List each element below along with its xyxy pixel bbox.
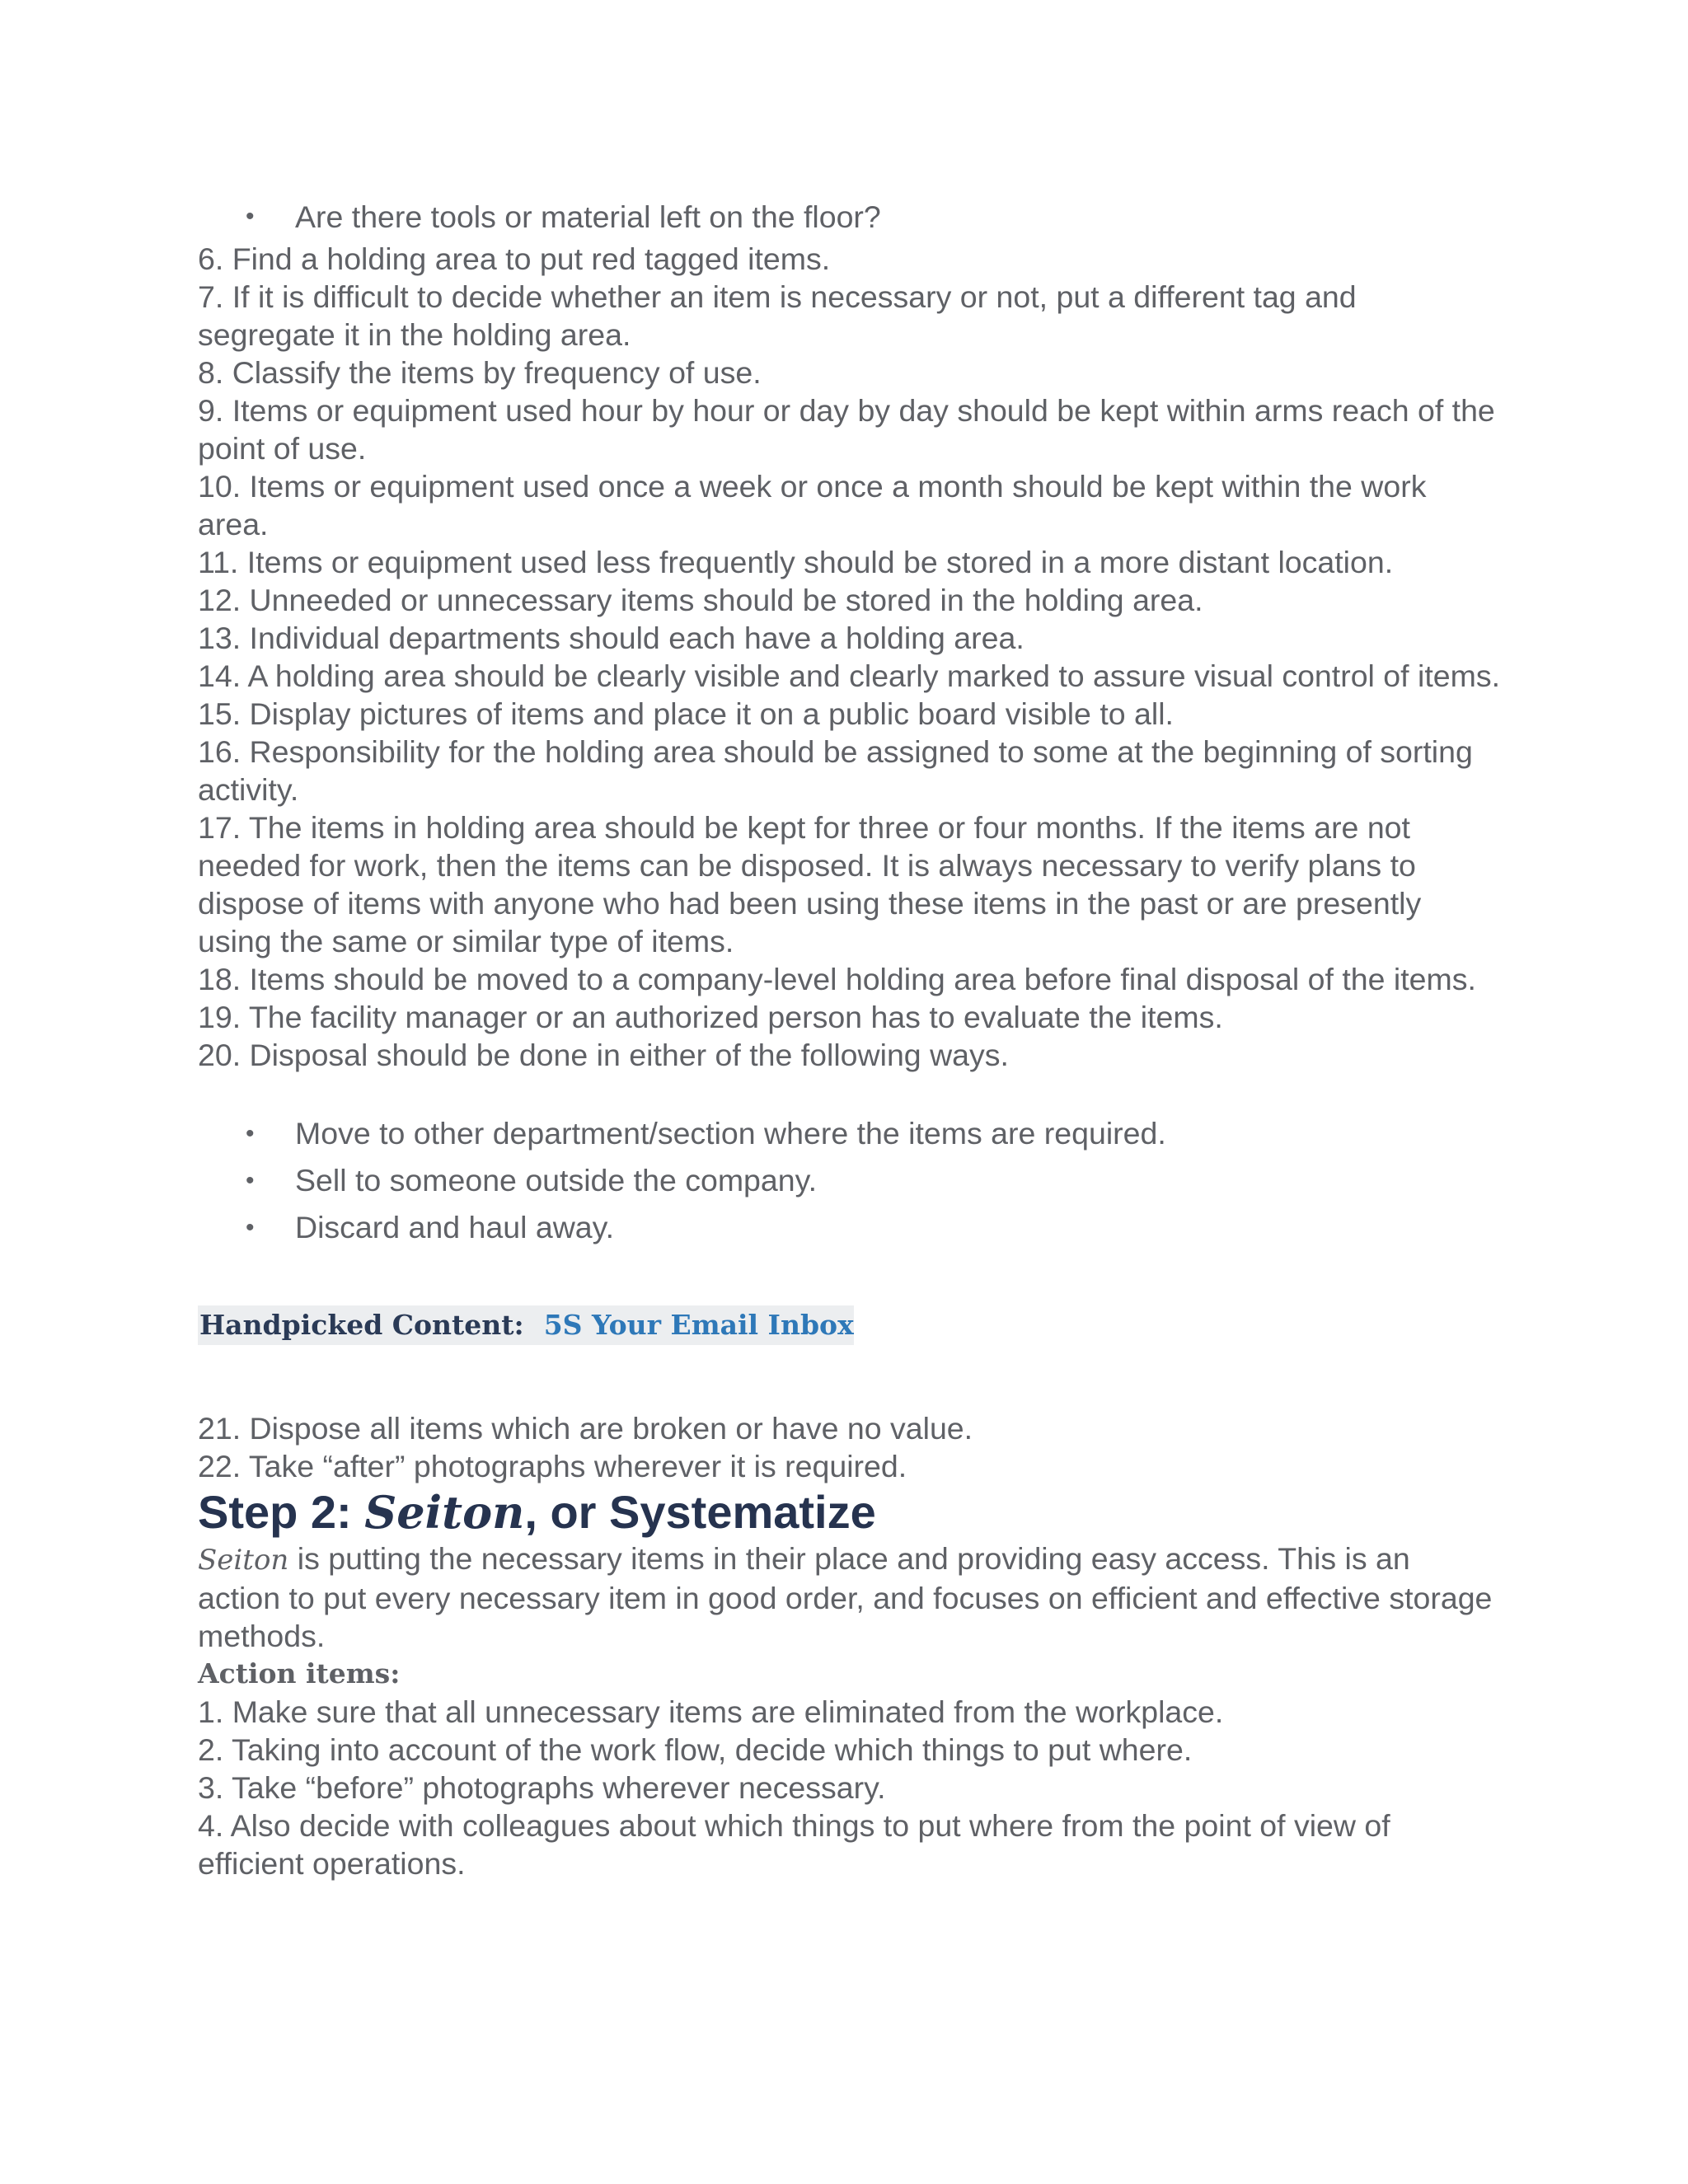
- handpicked-link[interactable]: 5S Your Email Inbox: [543, 1309, 854, 1341]
- step-heading-suffix: , or Systematize: [524, 1486, 876, 1538]
- list-item: 18. Items should be moved to a company-level holding area before final disposal of the items.: [198, 962, 1476, 996]
- list-item: 7. If it is difficult to decide whether an item is necessary or not, put a different tag and segregate it in the holding area.: [198, 279, 1357, 352]
- list-item: 11. Items or equipment used less frequently should be stored in a more distant location.: [198, 545, 1394, 579]
- list-item: 19. The facility manager or an authorized person has to evaluate the items.: [198, 1000, 1223, 1034]
- list-item: 17. The items in holding area should be kept for three or four months. If the items are not needed for work, then the items can be disposed. It is always necessary to verify plans to dispose of items with anyone who had been using these items in the past or are presently using the same or similar type of items.: [198, 810, 1422, 958]
- handpicked-content-box: [198, 1305, 854, 1345]
- disposal-options-list: [198, 1110, 1500, 1251]
- list-item: 10. Items or equipment used once a week or once a month should be kept within the work area.: [198, 469, 1427, 541]
- list-item: 4. Also decide with colleagues about which things to put where from the point of view of efficient operations.: [198, 1808, 1390, 1881]
- list-item: 22. Take “after” photographs wherever it is required.: [198, 1449, 907, 1483]
- step-heading-term: Seiton: [364, 1486, 525, 1539]
- list-item: 14. A holding area should be clearly visible and clearly marked to assure visual control of items.: [198, 658, 1500, 693]
- list-item: 9. Items or equipment used hour by hour or day by day should be kept within arms reach of the point of use.: [198, 393, 1495, 466]
- list-item: 20. Disposal should be done in either of the following ways.: [198, 1038, 1009, 1072]
- list-item: 15. Display pictures of items and place it on a public board visible to all.: [198, 696, 1174, 731]
- list-item: 3. Take “before” photographs wherever necessary.: [198, 1770, 886, 1805]
- list-item: 1. Make sure that all unnecessary items are eliminated from the workplace.: [198, 1694, 1224, 1729]
- list-item: 21. Dispose all items which are broken or have no value.: [198, 1411, 973, 1446]
- dispose-steps-list: [198, 1409, 1500, 1485]
- action-items-list: [198, 1693, 1500, 1882]
- action-items-title: Action items:: [198, 1657, 401, 1690]
- sort-steps-list: [198, 240, 1500, 1074]
- list-item: 12. Unneeded or unnecessary items should be stored in the holding area.: [198, 583, 1203, 617]
- intro-term: Seiton: [198, 1544, 289, 1577]
- list-item: • Sell to someone outside the company.: [198, 1157, 1500, 1204]
- list-item: 2. Taking into account of the work flow, decide which things to put where.: [198, 1732, 1193, 1767]
- list-item: • Are there tools or material left on the floor?: [198, 194, 1500, 240]
- list-item: 8. Classify the items by frequency of use.: [198, 355, 762, 390]
- step-heading-prefix: Step 2:: [198, 1486, 365, 1538]
- intro-text: is putting the necessary items in their place and providing easy access. This is an action to put every necessary item in good order, and focuses on efficient and effective storage methods.: [198, 1541, 1493, 1653]
- list-item: 6. Find a holding area to put red tagged items.: [198, 241, 831, 276]
- list-item: 13. Individual departments should each have a holding area.: [198, 621, 1025, 655]
- step-2-heading: [198, 1485, 1500, 1540]
- step-2-intro: [198, 1540, 1500, 1655]
- list-item: • Discard and haul away.: [198, 1204, 1500, 1251]
- document-page: [198, 194, 1500, 1882]
- floor-check-list: [198, 194, 1500, 240]
- list-item: 16. Responsibility for the holding area should be assigned to some at the beginning of sorting activity.: [198, 734, 1473, 807]
- handpicked-label: Handpicked Content:: [199, 1309, 524, 1341]
- list-item: • Move to other department/section where the items are required.: [198, 1110, 1500, 1157]
